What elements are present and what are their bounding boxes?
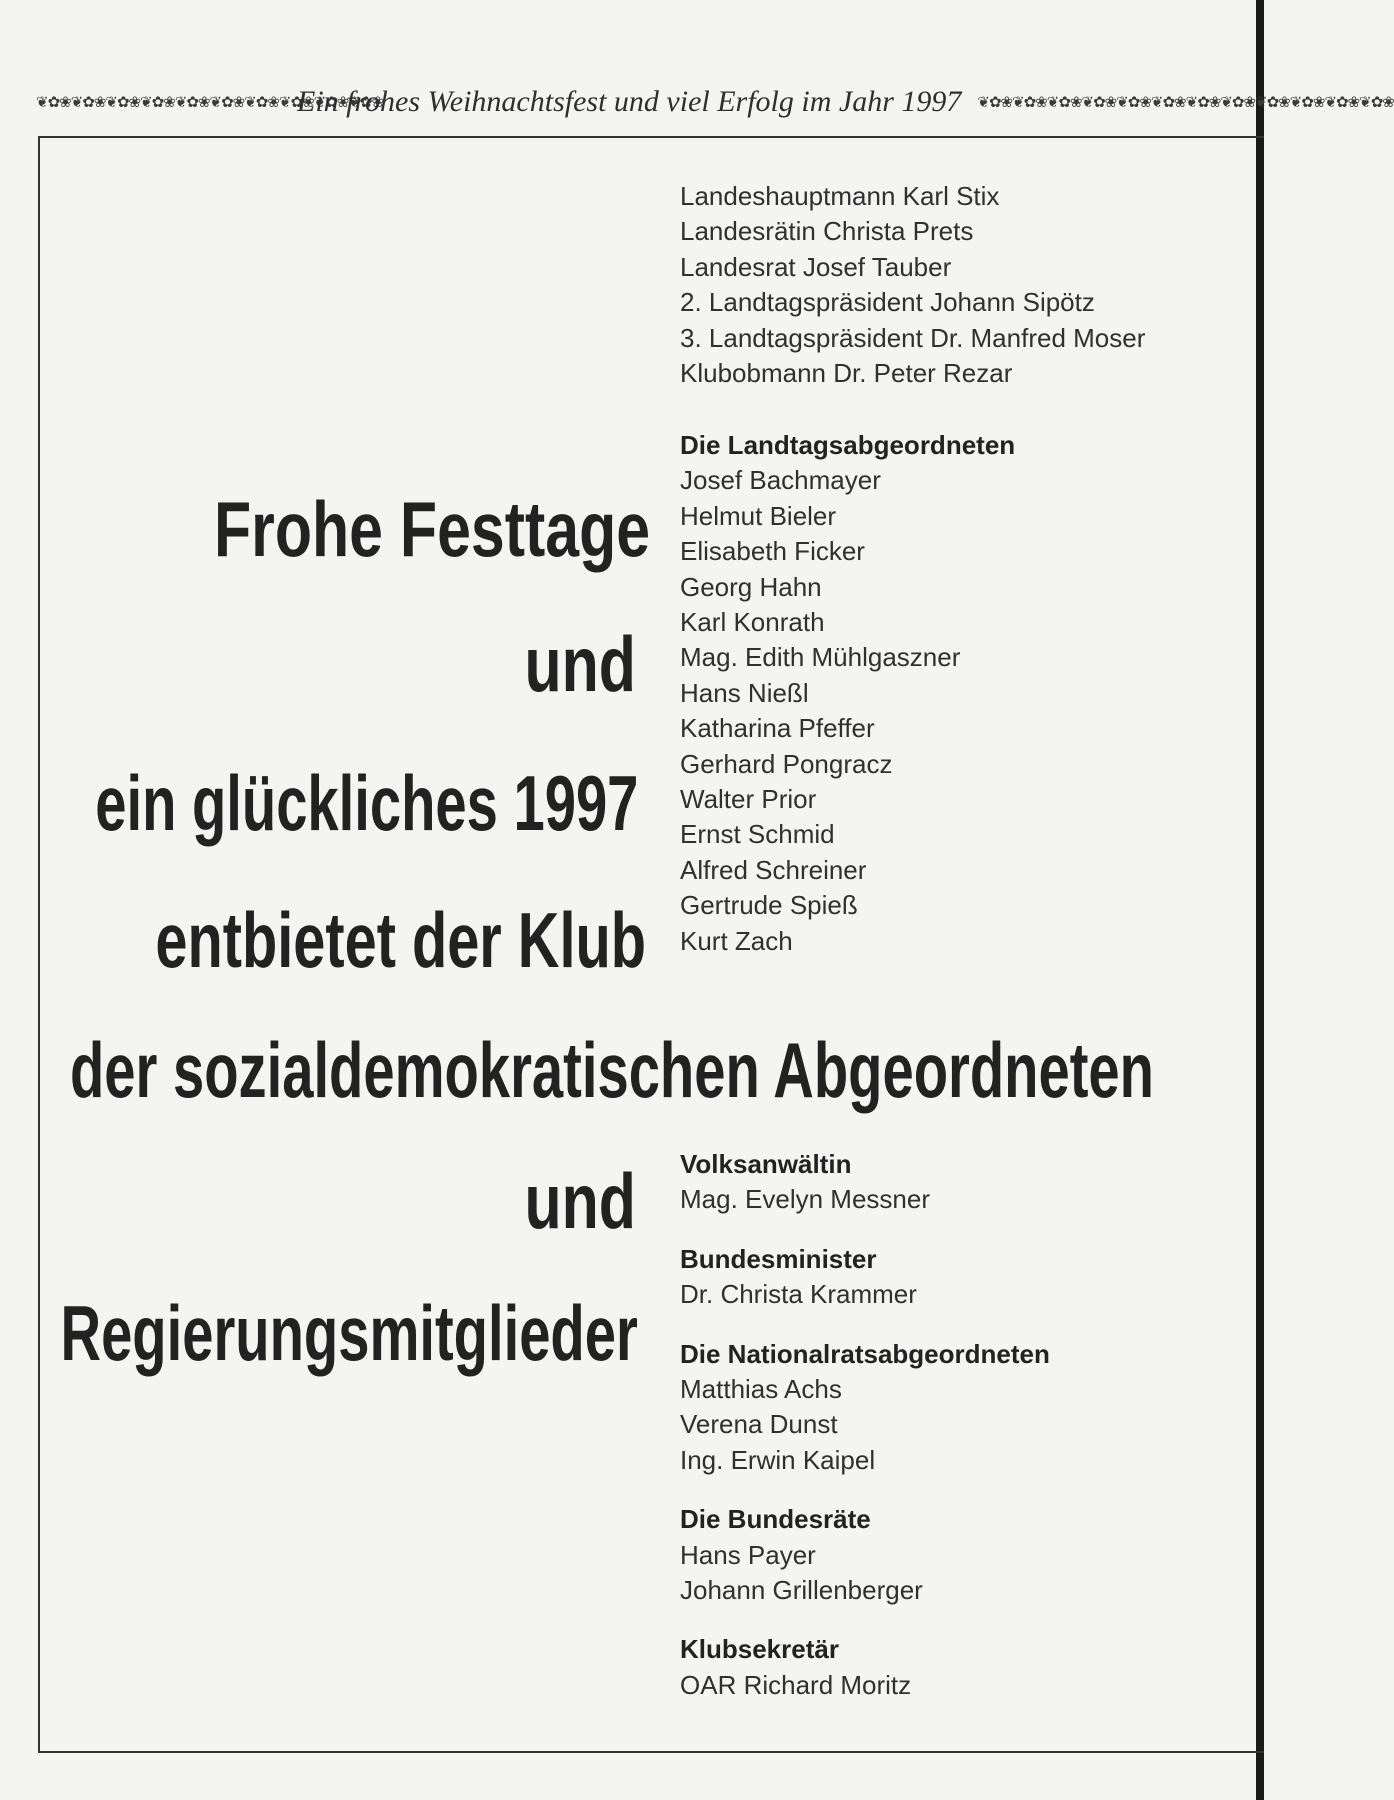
list-item: Ernst Schmid (680, 819, 835, 850)
list-item: OAR Richard Moritz (680, 1669, 912, 1700)
group-nationalrat (680, 1337, 1050, 1479)
section-heading: Die Nationalratsabgeordneten (680, 1338, 1050, 1369)
list-item: Katharina Pfeffer (680, 713, 875, 744)
list-item: Hans Payer (680, 1539, 816, 1570)
group-bundesraete (680, 1502, 1050, 1608)
list-item: Gertrude Spieß (680, 890, 858, 921)
list-item: Matthias Achs (680, 1374, 842, 1405)
greeting-line-regierungsmitglieder: Regierungsmitglieder (60, 1289, 638, 1377)
section-heading: Die Bundesräte (680, 1504, 871, 1535)
section-heading: Bundesminister (680, 1243, 877, 1274)
list-item: Dr. Christa Krammer (680, 1279, 917, 1310)
greeting-line-entbietet: entbietet der Klub (155, 896, 646, 984)
list-item: Mag. Edith Mühlgaszner (680, 642, 961, 673)
section-heading: Die Landtagsabgeordneten (680, 430, 1016, 460)
list-item: Landeshauptmann Karl Stix (680, 181, 1000, 211)
list-item: Helmut Bieler (680, 500, 837, 531)
landtag-list (680, 428, 1015, 959)
greeting-line-und: und (524, 620, 636, 708)
list-item: 2. Landtagspräsident Johann Sipötz (680, 287, 1095, 318)
holly-garland-ornament-icon: ❦✿❀❦✿❀❦✿❀❦✿❀❦✿❀❦✿❀❦✿❀❦✿❀❦✿❀❦✿❀❦✿❀❦✿❀ (977, 93, 1394, 111)
page-header (36, 80, 1394, 124)
greeting-line-und-2: und (524, 1157, 636, 1245)
section-heading: Volksanwältin (680, 1149, 852, 1179)
group-volksanwaltin (680, 1147, 1050, 1218)
list-item: Georg Hahn (680, 571, 822, 602)
list-item: Karl Konrath (680, 607, 825, 638)
list-item: Klubobmann Dr. Peter Rezar (680, 358, 1013, 389)
list-item: Alfred Schreiner (680, 854, 867, 885)
officials-list (680, 179, 1145, 391)
list-item: Landesrat Josef Tauber (680, 251, 952, 282)
list-item: Walter Prior (680, 784, 817, 815)
list-item: Gerhard Pongracz (680, 748, 893, 779)
section-heading: Klubsekretär (680, 1634, 839, 1665)
list-item: Hans Nießl (680, 677, 809, 708)
list-item: Johann Grillenberger (680, 1575, 923, 1606)
holly-garland-ornament-icon: ❦✿❀❦✿❀❦✿❀❦✿❀❦✿❀❦✿❀❦✿❀❦✿❀❦✿❀❦✿❀ (36, 93, 384, 111)
list-item: Mag. Evelyn Messner (680, 1184, 930, 1215)
list-item: Verena Dunst (680, 1409, 838, 1440)
greeting-line-klub-name: der sozialdemokratischen Abgeordneten (70, 1026, 1154, 1114)
group-klubsekretaer (680, 1632, 1050, 1703)
list-item: Elisabeth Ficker (680, 536, 865, 567)
list-item: 3. Landtagspräsident Dr. Manfred Moser (680, 322, 1146, 353)
list-item: Josef Bachmayer (680, 465, 881, 496)
header-title: Ein frohes Weihnachtsfest und viel Erfolg im Jahr 1997 (297, 85, 962, 118)
greeting-line-frohe-festtage: Frohe Festtage (213, 485, 650, 573)
list-item: Kurt Zach (680, 925, 793, 956)
groups-list (680, 1147, 1050, 1727)
list-item: Ing. Erwin Kaipel (680, 1444, 876, 1475)
greeting-line-glueckliches-1997: ein glückliches 1997 (94, 759, 638, 847)
list-item: Landesrätin Christa Prets (680, 216, 974, 247)
group-bundesminister (680, 1242, 1050, 1313)
